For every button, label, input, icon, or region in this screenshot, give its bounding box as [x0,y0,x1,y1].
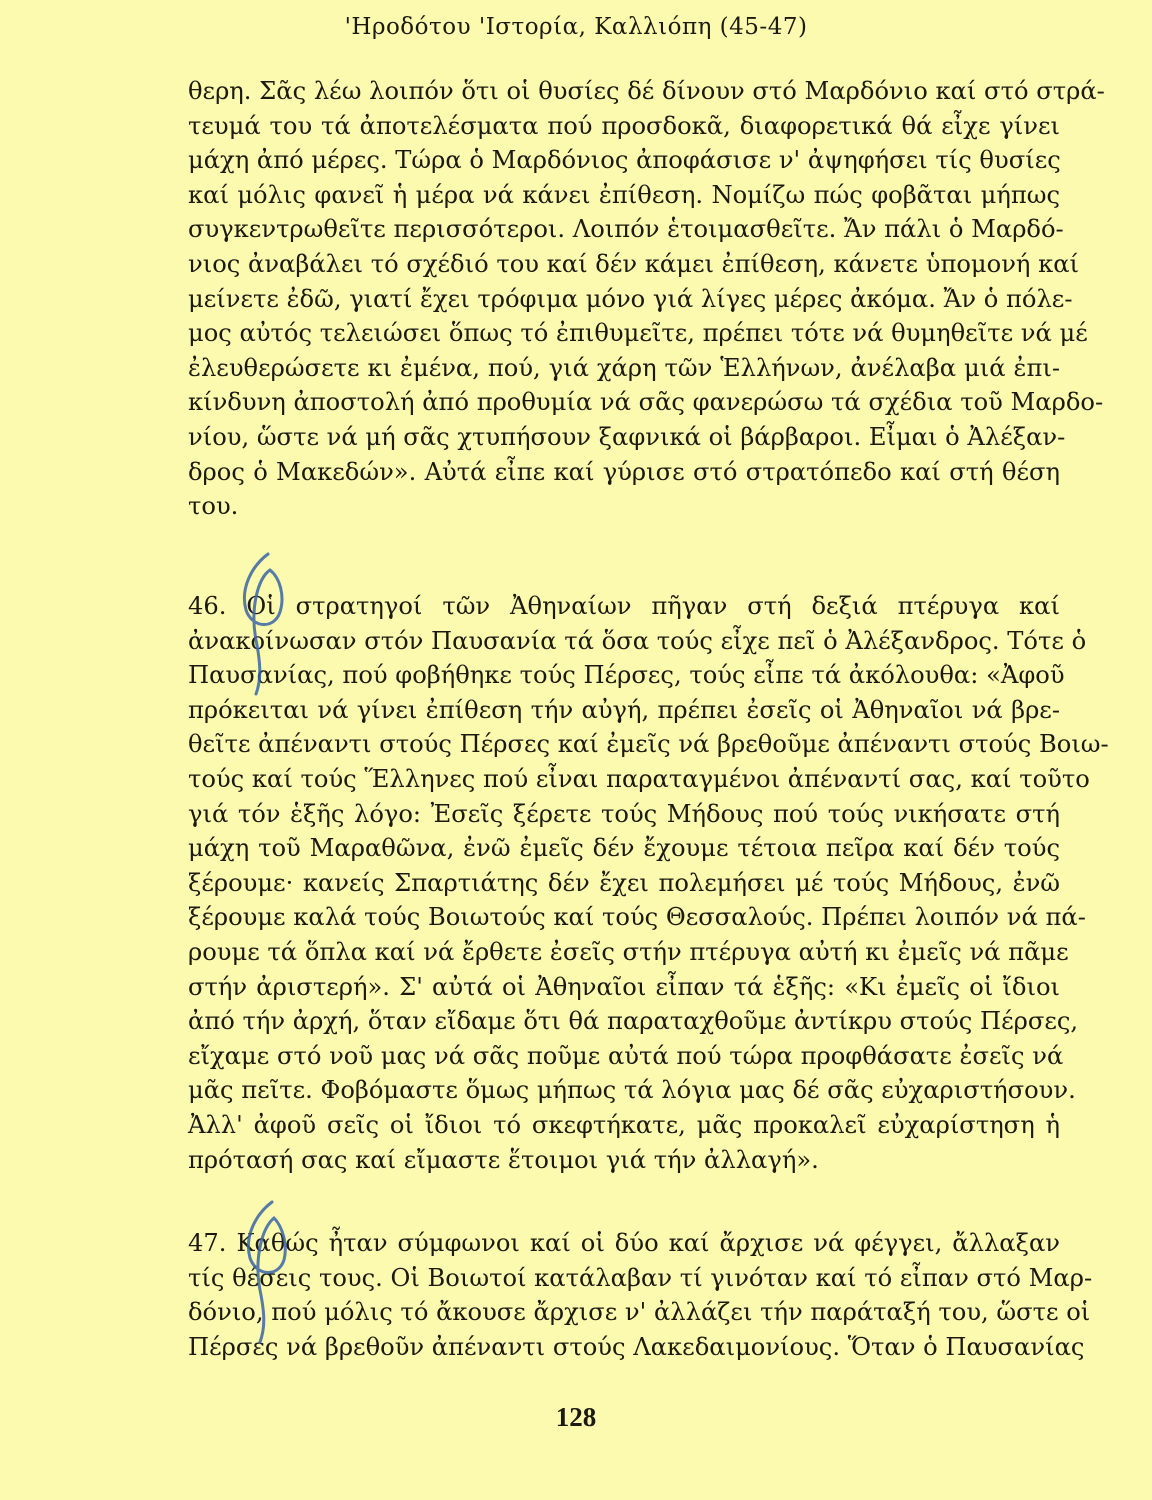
text-line: Ἀλλ' ἀφοῦ σεῖς οἱ ἴδιοι τό σκεφτήκατε, μᾶς προκαλεῖ εὐχαρίστηση ἡ [188,1110,1060,1139]
text-line: στήν ἀριστερή». Σ' αὐτά οἱ Ἀθηναῖοι εἶπαν τά ἑξῆς: «Κι ἐμεῖς οἱ ἴδιοι [188,972,1060,1001]
text-line: συγκεντρωθεῖτε περισσότεροι. Λοιπόν ἑτοιμασθεῖτε. Ἄν πάλι ὁ Μαρδό- [188,215,1064,244]
text-line: Παυσανίας, πού φοβήθηκε τούς Πέρσες, τούς εἶπε τά ἀκόλουθα: «Ἀφοῦ [188,661,1065,690]
text-line: μάχη τοῦ Μαραθῶνα, ἐνῶ ἐμεῖς δέν ἔχουμε τέτοια πεῖρα καί δέν τούς [188,834,1060,863]
text-line: εἴχαμε στό νοῦ μας νά σᾶς ποῦμε αὐτά πού τώρα προφθάσατε ἐσεῖς νά [188,1041,1064,1070]
text-line: πρόκειται νά γίνει ἐπίθεση τήν αὐγή, πρέπει ἐσεῖς οἱ Ἀθηναῖοι νά βρε- [188,695,1060,724]
text-line: γιά τόν ἑξῆς λόγο: Ἐσεῖς ξέρετε τούς Μήδους πού τούς νικήσατε στή [188,799,1060,828]
text-line: ἐλευθερώσετε κι ἐμένα, πού, γιά χάρη τῶν Ἑλλήνων, ἀνέλαβα μιά ἐπι- [188,353,1060,382]
text-line: τούς καί τούς Ἕλληνες πού εἶναι παραταγμένοι ἀπέναντί σας, καί τοῦτο [188,764,1090,793]
text-line: καί μόλις φανεῖ ἡ μέρα νά κάνει ἐπίθεση. Νομίζω πώς φοβᾶται μήπως [188,180,1060,209]
text-line: μος αὐτός τελειώσει ὅπως τό ἐπιθυμεῖτε, πρέπει τότε νά θυμηθεῖτε νά μέ [188,319,1088,348]
paragraph-45-continuation [188,74,1105,524]
running-head: 'Ηροδότου 'Ιστορία, Καλλιόπη (45-47) [344,14,808,40]
text-line: δόνιο, πού μόλις τό ἄκουσε ἄρχισε ν' ἀλλάζει τήν παράταξή του, ὥστε οἱ [188,1298,1091,1327]
page-number: 128 [555,1402,597,1432]
text-line: πρότασή σας καί εἴμαστε ἕτοιμοι γιά τήν ἀλλαγή». [188,1145,819,1174]
text-line: Πέρσες νά βρεθοῦν ἀπέναντι στούς Λακεδαιμονίους. Ὅταν ὁ Παυσανίας [188,1332,1085,1361]
text-line: νιος ἀναβάλει τό σχέδιό του καί δέν κάμει ἐπίθεση, κάνετε ὑπομονή καί [188,249,1080,278]
text-line: τευμά του τά ἀποτελέσματα πού προσδοκᾶ, διαφορετικά θά εἶχε γίνει [188,111,1060,140]
text-line: θερη. Σᾶς λέω λοιπόν ὅτι οἱ θυσίες δέ δίνουν στό Μαρδόνιο καί στό στρά- [188,77,1105,105]
text-line: ρουμε τά ὅπλα καί νά ἔρθετε ἐσεῖς στήν πτέρυγα αὐτή κι ἐμεῖς νά πᾶμε [188,937,1069,966]
text-line: μᾶς πεῖτε. Φοβόμαστε ὅμως μήπως τά λόγια μας δέ σᾶς εὐχαριστήσουν. [188,1076,1076,1105]
text-line: ἀνακοίνωσαν στόν Παυσανία τά ὅσα τούς εἶχε πεῖ ὁ Ἀλέξανδρος. Τότε ὁ [188,626,1087,655]
text-line: τίς θέσεις τους. Οἱ Βοιωτοί κατάλαβαν τί γινόταν καί τό εἶπαν στό Μαρ- [188,1263,1093,1292]
text-line: κίνδυνη ἀποστολή ἀπό προθυμία νά σᾶς φανερώσω τά σχέδια τοῦ Μαρδο- [188,388,1104,417]
text-line: του. [188,492,239,521]
text-line: ξέρουμε καλά τούς Βοιωτούς καί τούς Θεσσαλούς. Πρέπει λοιπόν νά πά- [188,903,1086,932]
text-line: ξέρουμε· κανείς Σπαρτιάτης δέν ἔχει πολεμήσει μέ τούς Μήδους, ἐνῶ [188,868,1060,897]
text-line: 47. Καθώς ἦταν σύμφωνοι καί οἱ δύο καί ἄρχισε νά φέγγει, ἄλλαξαν [188,1229,1060,1257]
text-line: μείνετε ἐδῶ, γιατί ἔχει τρόφιμα μόνο γιά λίγες μέρες ἀκόμα. Ἄν ὁ πόλε- [188,284,1073,313]
text-line: ἀπό τήν ἀρχή, ὅταν εἴδαμε ὅτι θά παραταχθοῦμε ἀντίκρυ στούς Πέρσες, [188,1007,1079,1036]
paragraph-46 [188,589,1109,1177]
text-line: μάχη ἀπό μέρες. Τώρα ὁ Μαρδόνιος ἀποφάσισε ν' ἀψηφήσει τίς θυσίες [188,146,1061,175]
text-line: θεῖτε ἀπέναντι στούς Πέρσες καί ἐμεῖς νά βρεθοῦμε ἀπέναντι στούς Βοιω- [188,730,1109,759]
paragraph-47 [188,1226,1093,1364]
text-line: δρος ὁ Μακεδών». Αὐτά εἶπε καί γύρισε στό στρατόπεδο καί στή θέση [188,457,1060,486]
text-line: 46. Οἱ στρατηγοί τῶν Ἀθηναίων πῆγαν στή δεξιά πτέρυγα καί [188,592,1060,620]
text-line: νίου, ὥστε νά μή σᾶς χτυπήσουν ξαφνικά οἱ βάρβαροι. Εἶμαι ὁ Ἀλέξαν- [188,422,1066,451]
